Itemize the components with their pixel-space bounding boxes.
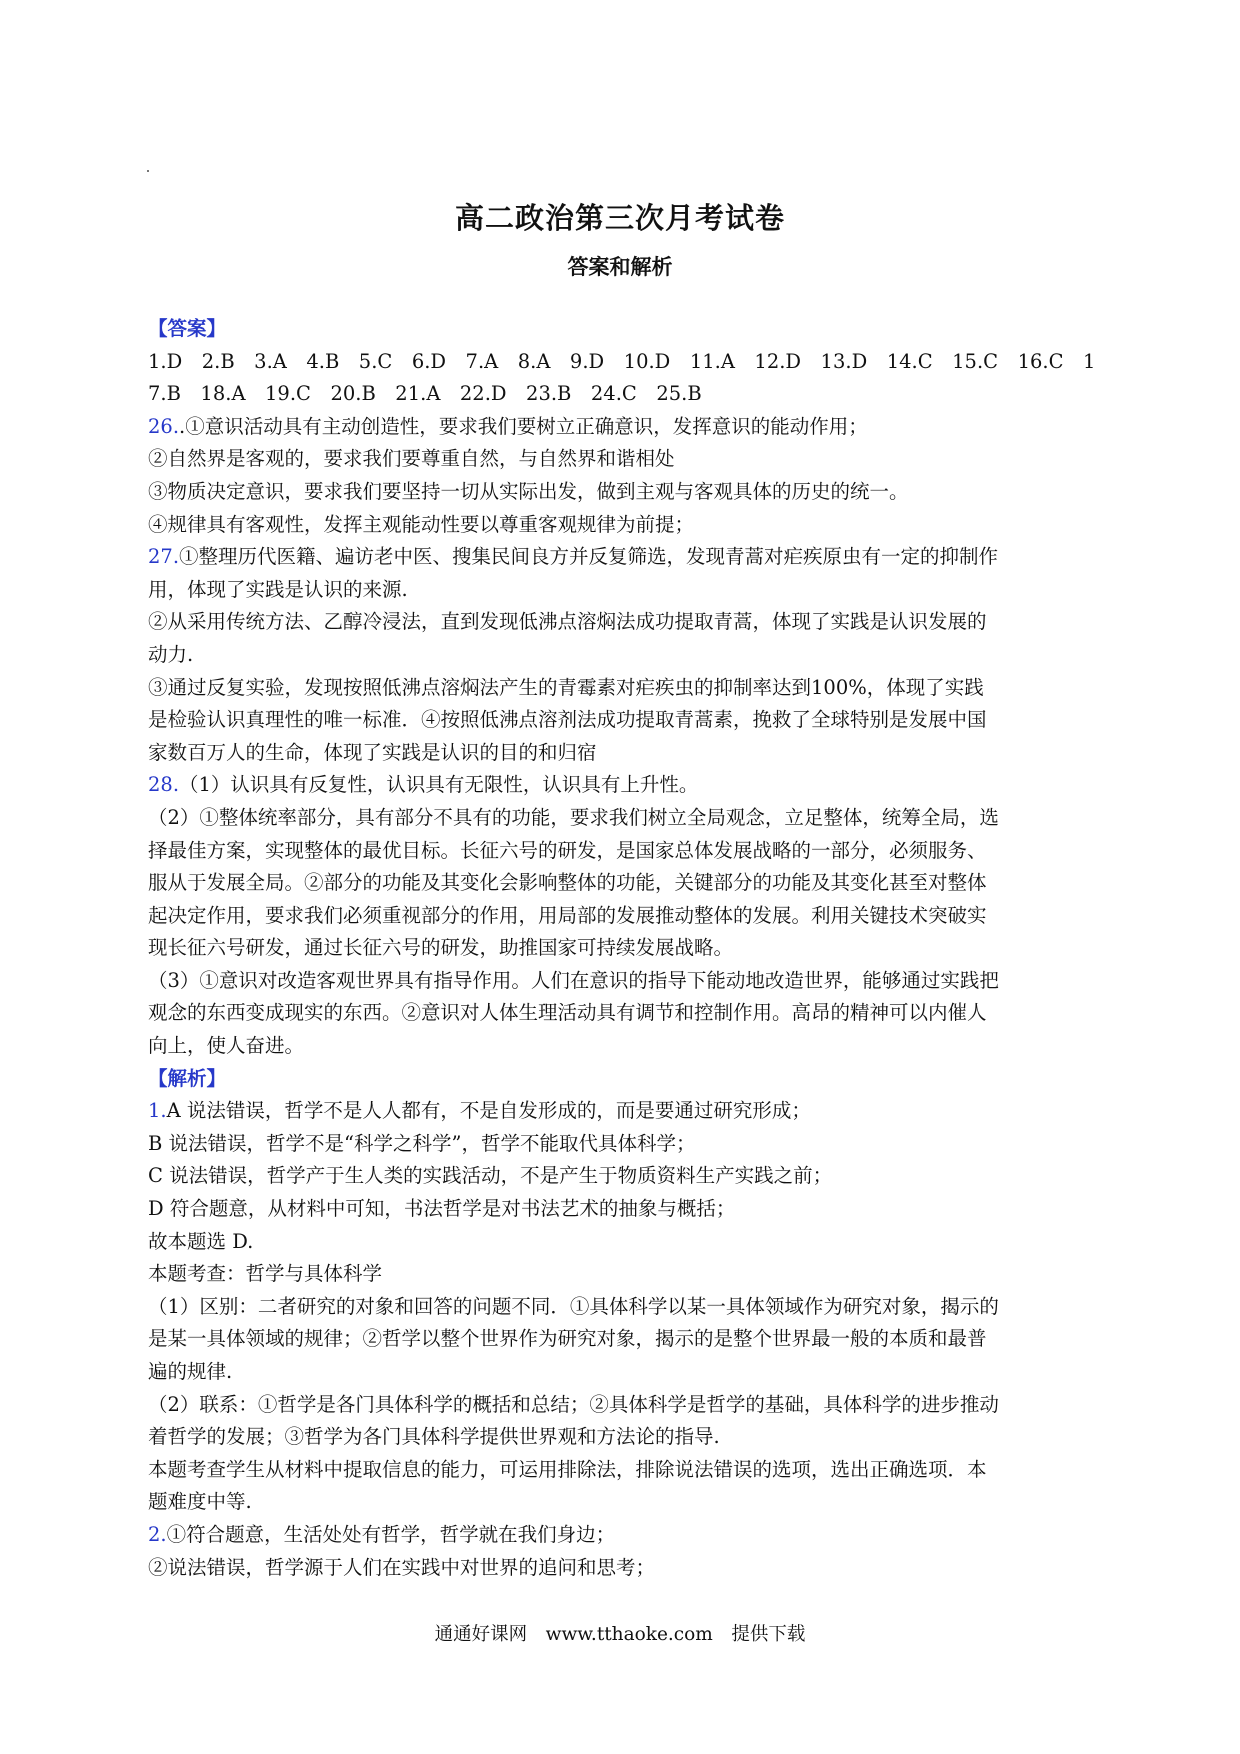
question-28-line: 择最佳方案，实现整体的最优目标。长征六号的研发，是国家总体发展战略的一部分，必须服务、 <box>148 838 987 862</box>
analysis-text: A 说法错误，哲学不是人人都有，不是自发形成的，而是要通过研究形成； <box>166 1099 811 1123</box>
page-subtitle: 答案和解析 <box>567 254 673 279</box>
question-26-line <box>148 411 1108 444</box>
answer-text: （1）认识具有反复性，认识具有无限性，认识具有上升性。 <box>179 773 699 797</box>
page-footer: 通通好课网 www.tthaoke.com 提供下载 <box>434 1624 806 1645</box>
question-27-line <box>148 541 1108 574</box>
question-number: 28. <box>148 773 180 797</box>
answer-heading: 【答案】 <box>148 317 227 340</box>
analysis-2-line <box>148 1519 1108 1552</box>
document-body <box>148 313 1108 1584</box>
analysis-1-line: （1）区别：二者研究的对象和回答的问题不同．①具体科学以某一具体领域作为研究对象，揭示的 <box>148 1294 999 1318</box>
analysis-1-line: 是某一具体领域的规律；②哲学以整个世界作为研究对象，揭示的是整个世界最一般的本质和最普 <box>148 1327 987 1351</box>
question-27-line: 用，体现了实践是认识的来源. <box>148 577 408 601</box>
question-28-line: 起决定作用，要求我们必须重视部分的作用，用局部的发展推动整体的发展。利用关键技术突破实 <box>148 903 987 927</box>
analysis-1-line: 故本题选 D. <box>148 1229 254 1253</box>
question-26-line: ③物质决定意识，要求我们要坚持一切从实际出发，做到主观与客观具体的历史的统一。 <box>148 479 909 503</box>
scan-dot <box>147 170 149 172</box>
analysis-1-line: 本题考查学生从材料中提取信息的能力，可运用排除法，排除说法错误的选项，选出正确选项．本 <box>148 1457 987 1481</box>
analysis-1-line: C 说法错误，哲学产于生人类的实践活动，不是产生于物质资料生产实践之前； <box>148 1164 833 1188</box>
analysis-2-line: ②说法错误，哲学源于人们在实践中对世界的追问和思考； <box>148 1555 656 1579</box>
question-27-line: ③通过反复实验，发现按照低沸点溶焖法产生的青霉素对疟疾虫的抑制率达到100%，体现了实践 <box>148 675 984 699</box>
question-28-line: 向上，使人奋进。 <box>148 1034 305 1058</box>
question-number: 26. <box>148 414 180 438</box>
question-number: 2. <box>148 1522 167 1546</box>
question-28-line: 服从于发展全局。②部分的功能及其变化会影响整体的功能，关键部分的功能及其变化甚至对整体 <box>148 871 987 895</box>
question-27-line: 家数百万人的生命，体现了实践是认识的目的和归宿 <box>148 740 597 764</box>
question-28-line: 现长征六号研发，通过长征六号的研发，助推国家可持续发展战略。 <box>148 936 734 960</box>
question-28-line: 观念的东西变成现实的东西。②意识对人体生理活动具有调节和控制作用。高昂的精神可以内催人 <box>148 1001 987 1025</box>
answer-text: .①意识活动具有主动创造性，要求我们要树立正确意识，发挥意识的能动作用； <box>179 414 868 438</box>
analysis-1-line: 着哲学的发展；③哲学为各门具体科学提供世界观和方法论的指导. <box>148 1425 720 1449</box>
analysis-1-line: 题难度中等. <box>148 1490 252 1514</box>
answer-line: 7.B 18.A 19.C 20.B 21.A 22.D 23.B 24.C 25.B <box>148 382 702 406</box>
question-28-line: （3）①意识对改造客观世界具有指导作用。人们在意识的指导下能动地改造世界，能够通过实践把 <box>148 968 999 992</box>
analysis-text: ①符合题意，生活处处有哲学，哲学就在我们身边； <box>166 1522 616 1546</box>
analysis-1-line: B 说法错误，哲学不是“科学之科学”，哲学不能取代具体科学； <box>148 1131 696 1155</box>
question-number: 27. <box>148 545 180 569</box>
question-27-line: ②从采用传统方法、乙醇冷浸法，直到发现低沸点溶焖法成功提取青蒿，体现了实践是认识发展的 <box>148 610 987 634</box>
question-26-line: ④规律具有客观性，发挥主观能动性要以尊重客观规律为前提； <box>148 512 695 536</box>
analysis-1-line <box>148 1095 1108 1128</box>
analysis-1-line: 本题考查：哲学与具体科学 <box>148 1262 383 1286</box>
question-28-line <box>148 769 1108 802</box>
analysis-heading: 【解析】 <box>148 1066 227 1090</box>
question-27-line: 是检验认识真理性的唯一标准．④按照低沸点溶剂法成功提取青蒿素，挽救了全球特别是发展中国 <box>148 708 987 732</box>
question-26-line: ②自然界是客观的，要求我们要尊重自然，与自然界和谐相处 <box>148 447 675 471</box>
analysis-1-line: D 符合题意，从材料中可知，书法哲学是对书法艺术的抽象与概括； <box>148 1197 736 1221</box>
page-title: 高二政治第三次月考试卷 <box>454 201 785 235</box>
analysis-1-line: （2）联系：①哲学是各门具体科学的概括和总结；②具体科学是哲学的基础，具体科学的进步推动 <box>148 1392 999 1416</box>
analysis-1-line: 遍的规律. <box>148 1360 233 1383</box>
question-27-line: 动力. <box>148 642 194 666</box>
question-number: 1. <box>148 1099 167 1123</box>
question-28-line: （2）①整体统率部分，具有部分不具有的功能，要求我们树立全局观念，立足整体，统筹全局，选 <box>148 805 999 829</box>
answer-text: ①整理历代医籍、遍访老中医、搜集民间良方并反复筛选，发现青蒿对疟疾原虫有一定的抑制作 <box>179 545 999 569</box>
answer-line: 1.D 2.B 3.A 4.B 5.C 6.D 7.A 8.A 9.D 10.D 11.A 12.D 13.D 14.C 15.C 16.C 1 <box>148 349 1096 373</box>
